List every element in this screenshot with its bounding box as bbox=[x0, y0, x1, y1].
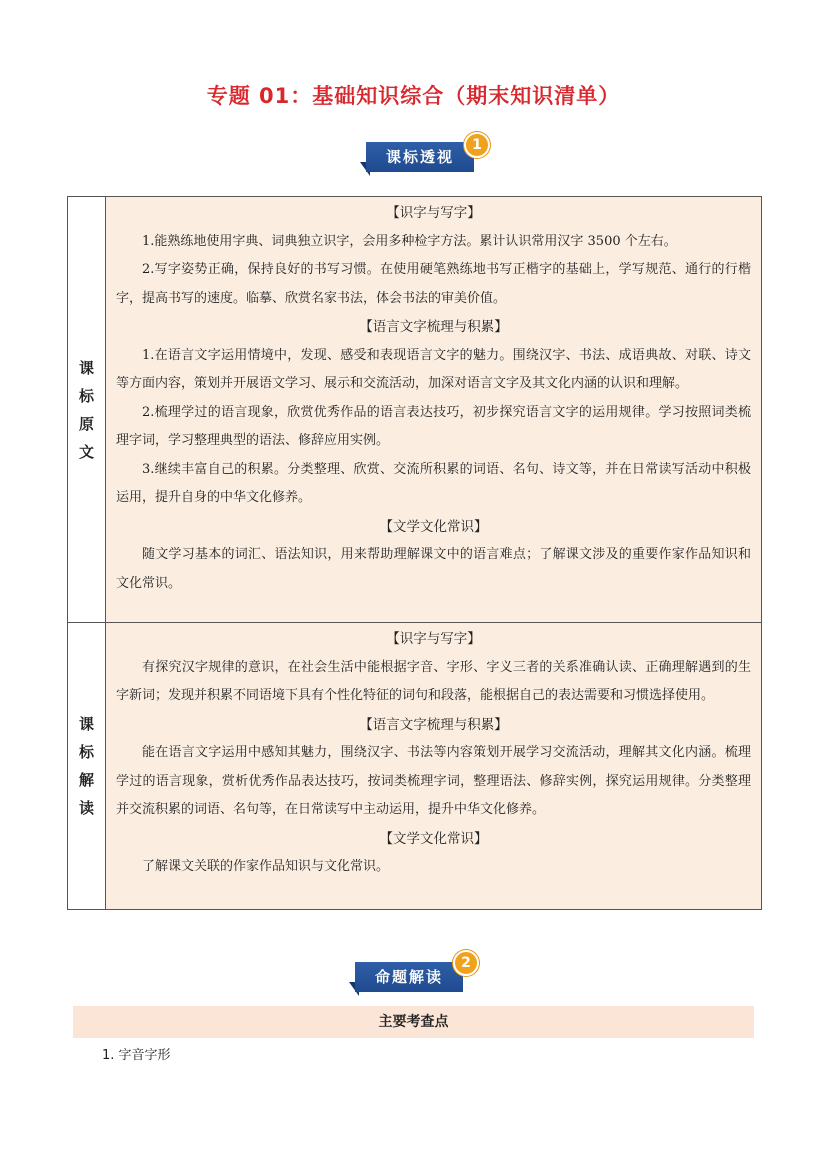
section-heading: 【识字与写字】 bbox=[386, 205, 481, 221]
paragraph: 2.梳理学过的语言现象，欣赏优秀作品的语言表达技巧，初步探究语言文字的运用规律。学习按照词类梳理字词，学习整理典型的语法、修辞应用实例。 bbox=[116, 404, 751, 448]
key-point-item: 1. 字音字形 bbox=[102, 1048, 171, 1063]
badge-curriculum bbox=[366, 137, 496, 178]
paragraph: 有探究汉字规律的意识，在社会生活中能根据字音、字形、字义三者的关系准确认读、正确理解遇到的生字新词；发现并积累不同语境下具有个性化特征的词句和段落，能根据自己的表达需要和习惯选择使用。 bbox=[116, 659, 751, 703]
section-heading: 【文学文化常识】 bbox=[379, 518, 488, 535]
badge-number-icon: 1 bbox=[464, 132, 490, 158]
original-header-cell bbox=[68, 197, 106, 622]
interpretation-header: 课标解读 bbox=[78, 715, 94, 817]
badge-label: 课标透视 bbox=[366, 142, 474, 172]
page-title: 专题 01：基础知识综合（期末知识清单） bbox=[206, 84, 621, 108]
badge-label: 命题解读 bbox=[355, 962, 463, 992]
original-header: 课标原文 bbox=[78, 358, 94, 461]
paragraph: 3.继续丰富自己的积累。分类整理、欣赏、交流所积累的词语、名句、诗文等，并在日常读写活动中积极运用，提升自身的中华文化修养。 bbox=[116, 461, 751, 505]
badge-exam-analysis bbox=[355, 955, 485, 998]
original-row bbox=[68, 197, 761, 623]
original-content bbox=[106, 197, 761, 622]
interpretation-header-cell bbox=[68, 623, 106, 909]
paragraph: 1.能熟练地使用字典、词典独立识字，会用多种检字方法。累计认识常用汉字 3500 个左右。 bbox=[142, 233, 677, 249]
paragraph: 1.在语言文字运用情境中，发现、感受和表现语言文字的魅力。围绕汉字、书法、成语典故、对联、诗文等方面内容，策划并开展语文学习、展示和交流活动，加深对语言文字及其文化内涵的认识和理解。 bbox=[116, 347, 751, 391]
section-heading: 【语言文字梳理与积累】 bbox=[359, 319, 508, 335]
paragraph: 随文学习基本的词汇、语法知识，用来帮助理解课文中的语言难点；了解课文涉及的重要作家作品知识和文化常识。 bbox=[116, 547, 751, 591]
section-heading: 【语言文字梳理与积累】 bbox=[359, 716, 508, 733]
interpretation-row bbox=[68, 623, 761, 909]
paragraph: 能在语言文字运用中感知其魅力，围绕汉字、书法等内容策划开展学习交流活动，理解其文化内涵。梳理学过的语言现象，赏析优秀作品表达技巧，按词类梳理字词，整理语法、修辞实例，探究运用规律。分类整理并交流积累的词语、名句等，在日常读写中主动运用，提升中华文化修养。 bbox=[116, 745, 751, 817]
badge-number-icon: 2 bbox=[453, 950, 479, 976]
section-heading: 【识字与写字】 bbox=[386, 631, 481, 647]
curriculum-table bbox=[67, 196, 762, 910]
paragraph: 2.写字姿势正确，保持良好的书写习惯。在使用硬笔熟练地书写正楷字的基础上，学写规范、通行的行楷字，提高书写的速度。临摹、欣赏名家书法，体会书法的审美价值。 bbox=[116, 262, 751, 306]
section-heading: 【文学文化常识】 bbox=[379, 830, 488, 847]
key-points-header: 主要考查点 bbox=[73, 1006, 754, 1038]
paragraph: 了解课文关联的作家作品知识与文化常识。 bbox=[142, 859, 390, 874]
interpretation-content bbox=[106, 623, 761, 909]
